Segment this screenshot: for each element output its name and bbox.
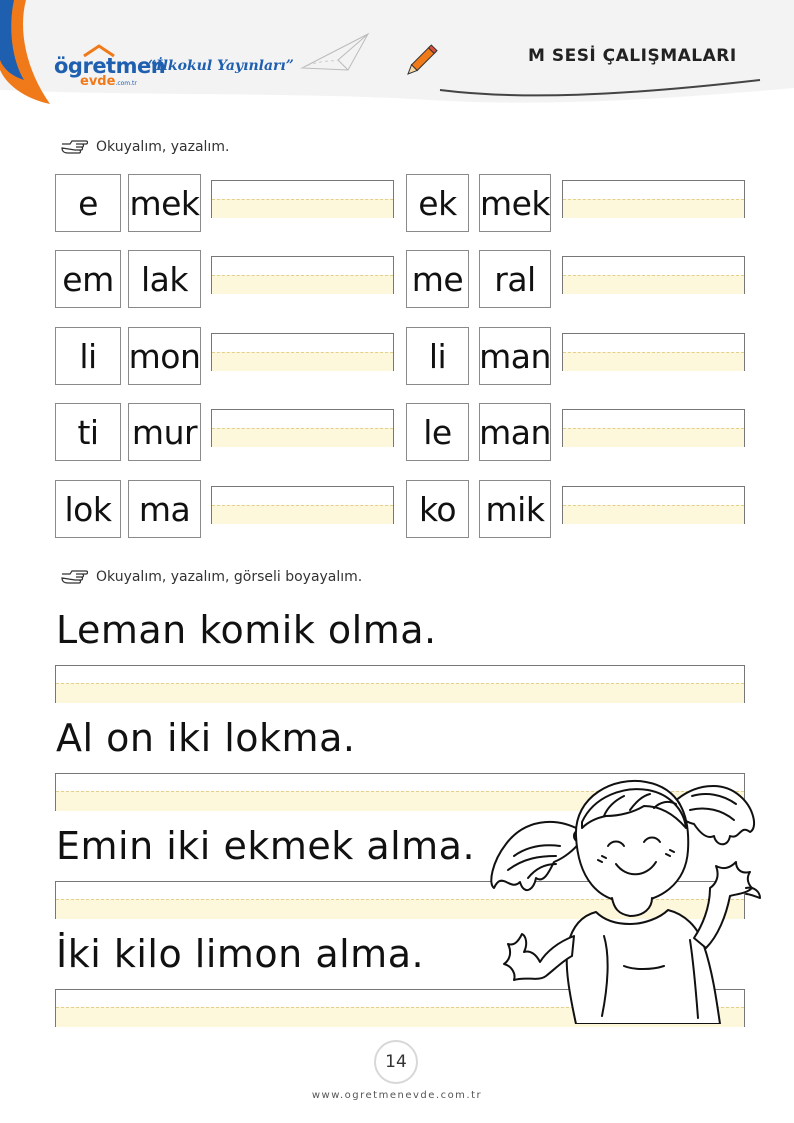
syllable-row [0,480,794,538]
syllable-box: le [406,403,469,461]
syllable-row [0,174,794,232]
syllable-box: ek [406,174,469,232]
syllable-box: lok [55,480,121,538]
website-url: www.ogretmenevde.com.tr [311,1090,483,1101]
syllable-box: mek [128,174,201,232]
girl-coloring-illustration [484,766,766,1024]
syllable-box: me [406,250,469,308]
publisher-name: “İlkokul Yayınları” [148,58,294,74]
logo-text-bottom [80,74,137,89]
instruction-text: Okuyalım, yazalım, görseli boyayalım. [96,569,363,585]
instruction-read-write [60,138,229,156]
instruction-text: Okuyalım, yazalım. [96,139,230,155]
syllable-box: li [55,327,121,385]
syllable-box: li [406,327,469,385]
syllable-box: e [55,174,121,232]
syllable-row [0,403,794,461]
writing-field[interactable] [211,486,394,524]
instruction-read-write-color [60,568,362,586]
writing-field[interactable] [562,180,745,218]
pointing-hand-icon [60,138,90,156]
syllable-box: mon [128,327,201,385]
logo-domain: .com.tr [115,80,137,87]
logo-text-evde: evde [80,74,116,89]
writing-field[interactable] [211,180,394,218]
syllable-box: ma [128,480,201,538]
syllable-box: ral [479,250,551,308]
sentence-writing-line[interactable] [55,665,745,703]
sentence-text: Al on iki lokma. [56,716,356,760]
syllable-box: mur [128,403,201,461]
paper-plane-icon [298,30,390,78]
page-title: M SESİ ÇALIŞMALARI [528,46,737,66]
syllable-box: ti [55,403,121,461]
writing-field[interactable] [562,409,745,447]
writing-field[interactable] [562,486,745,524]
writing-field[interactable] [211,256,394,294]
logo-text-top: ögretmen [54,54,166,78]
syllable-box: man [479,327,551,385]
writing-field[interactable] [211,409,394,447]
page-header [0,0,794,130]
sentence-text: Emin iki ekmek alma. [56,824,476,868]
syllable-row [0,327,794,385]
publisher-logo [54,48,166,89]
syllable-box: em [55,250,121,308]
syllable-row [0,250,794,308]
writing-field[interactable] [211,333,394,371]
pointing-hand-icon [60,568,90,586]
page-number: 14 [374,1040,418,1084]
writing-field[interactable] [562,333,745,371]
syllable-box: ko [406,480,469,538]
syllable-box: lak [128,250,201,308]
sentence-text: Leman komik olma. [56,608,437,652]
syllable-box: man [479,403,551,461]
writing-field[interactable] [562,256,745,294]
syllable-box: mik [479,480,551,538]
pencil-icon [400,42,440,82]
syllable-box: mek [479,174,551,232]
sentence-text: İki kilo limon alma. [56,932,425,976]
